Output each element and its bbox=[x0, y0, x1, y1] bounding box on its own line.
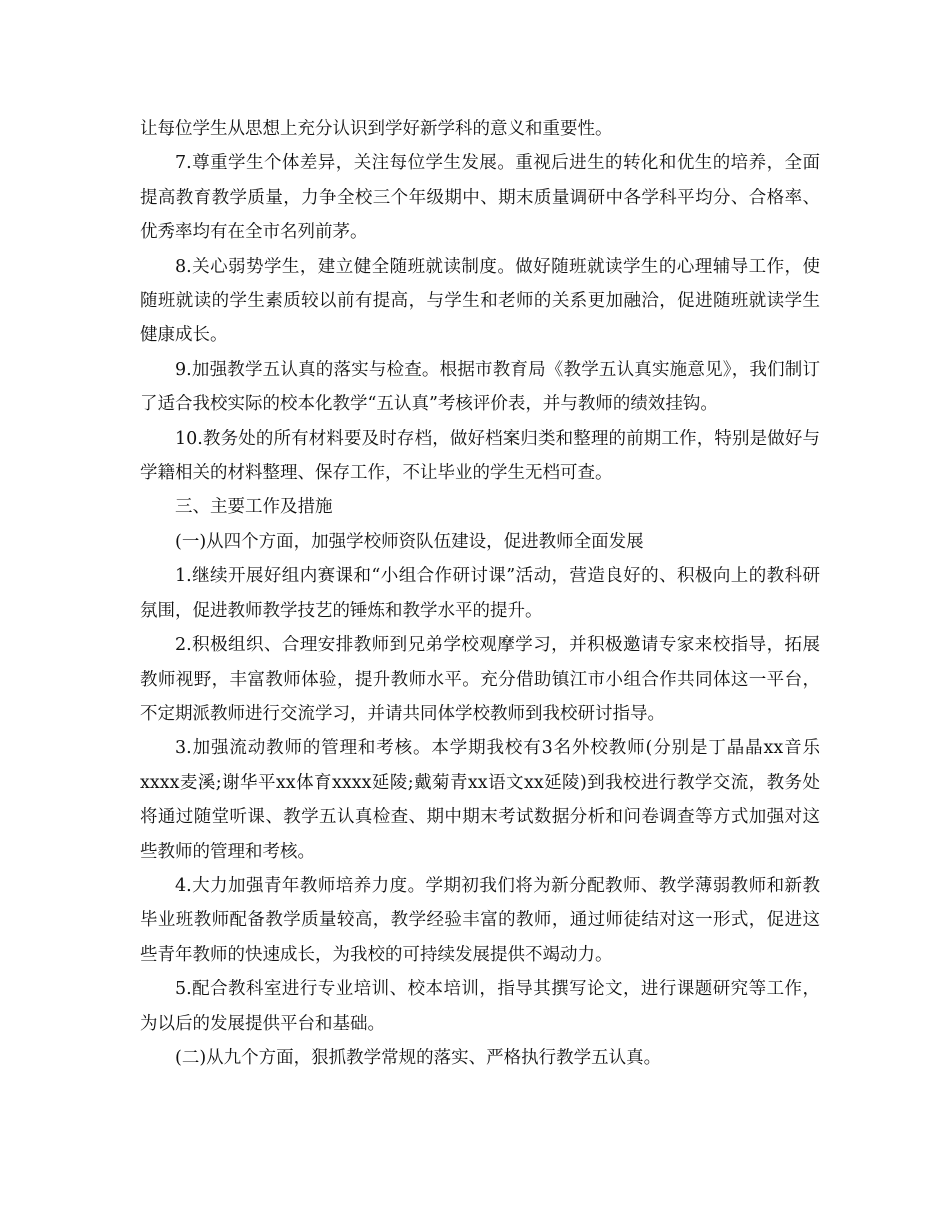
paragraph-measure-4: 4.大力加强青年教师培养力度。学期初我们将为新分配教师、教学薄弱教师和新教毕业班教师配备教学质量较高，教学经验丰富的教师，通过师徒结对这一形式，促进这些青年教师的快速成长，为我校的可持续发展提供不竭动力。 bbox=[140, 875, 820, 965]
document-body bbox=[140, 112, 820, 1075]
paragraph-continuation: 让每位学生从思想上充分认识到学好新学科的意义和重要性。 bbox=[140, 119, 613, 139]
paragraph-measure-5: 5.配合教科室进行专业培训、校本培训，指导其撰写论文，进行课题研究等工作，为以后的发展提供平台和基础。 bbox=[140, 979, 820, 1034]
subsection-heading-2: (二)从九个方面，狠抓教学常规的落实、严格执行教学五认真。 bbox=[175, 1047, 662, 1068]
paragraph-item-10: 10.教务处的所有材料要及时存档，做好档案归类和整理的前期工作，特别是做好与学籍相关的材料整理、保存工作，不让毕业的学生无档可查。 bbox=[140, 428, 820, 484]
paragraph-item-7: 7.尊重学生个体差异，关注每位学生发展。重视后进生的转化和优生的培养，全面提高教育教学质量，力争全校三个年级期中、期末质量调研中各学科平均分、合格率、优秀率均有在全市名列前茅。 bbox=[140, 153, 820, 243]
paragraph-measure-2: 2.积极组织、合理安排教师到兄弟学校观摩学习，并积极邀请专家来校指导，拓展教师视野，丰富教师体验，提升教师水平。充分借助镇江市小组合作共同体这一平台，不定期派教师进行交流学习，并请共同体学校教师到我校研讨指导。 bbox=[140, 635, 820, 724]
section-heading: 三、主要工作及措施 bbox=[175, 497, 333, 518]
paragraph-measure-1: 1.继续开展好组内赛课和“小组合作研讨课”活动，营造良好的、积极向上的教科研氛围，促进教师教学技艺的锤炼和教学水平的提升。 bbox=[140, 566, 820, 621]
subsection-heading-1: (一)从四个方面，加强学校师资队伍建设，促进教师全面发展 bbox=[175, 531, 644, 552]
paragraph-item-9: 9.加强教学五认真的落实与检查。根据市教育局《教学五认真实施意见》，我们制订了适合我校实际的校本化教学“五认真”考核评价表，并与教师的绩效挂钩。 bbox=[140, 359, 820, 415]
paragraph-measure-3: 3.加强流动教师的管理和考核。本学期我校有3名外校教师(分别是丁晶晶xx音乐xxxx麦溪;谢华平xx体育xxxx延陵;戴菊青xx语文xx延陵)到我校进行教学交流，教务处将通过随堂听课、教学五认真检查、期中期末考试数据分析和问卷调查等方式加强对这些教师的管理和考核。 bbox=[140, 738, 820, 862]
paragraph-item-8: 8.关心弱势学生，建立健全随班就读制度。做好随班就读学生的心理辅导工作，使随班就读的学生素质较以前有提高，与学生和老师的关系更加融洽，促进随班就读学生健康成长。 bbox=[140, 256, 820, 346]
